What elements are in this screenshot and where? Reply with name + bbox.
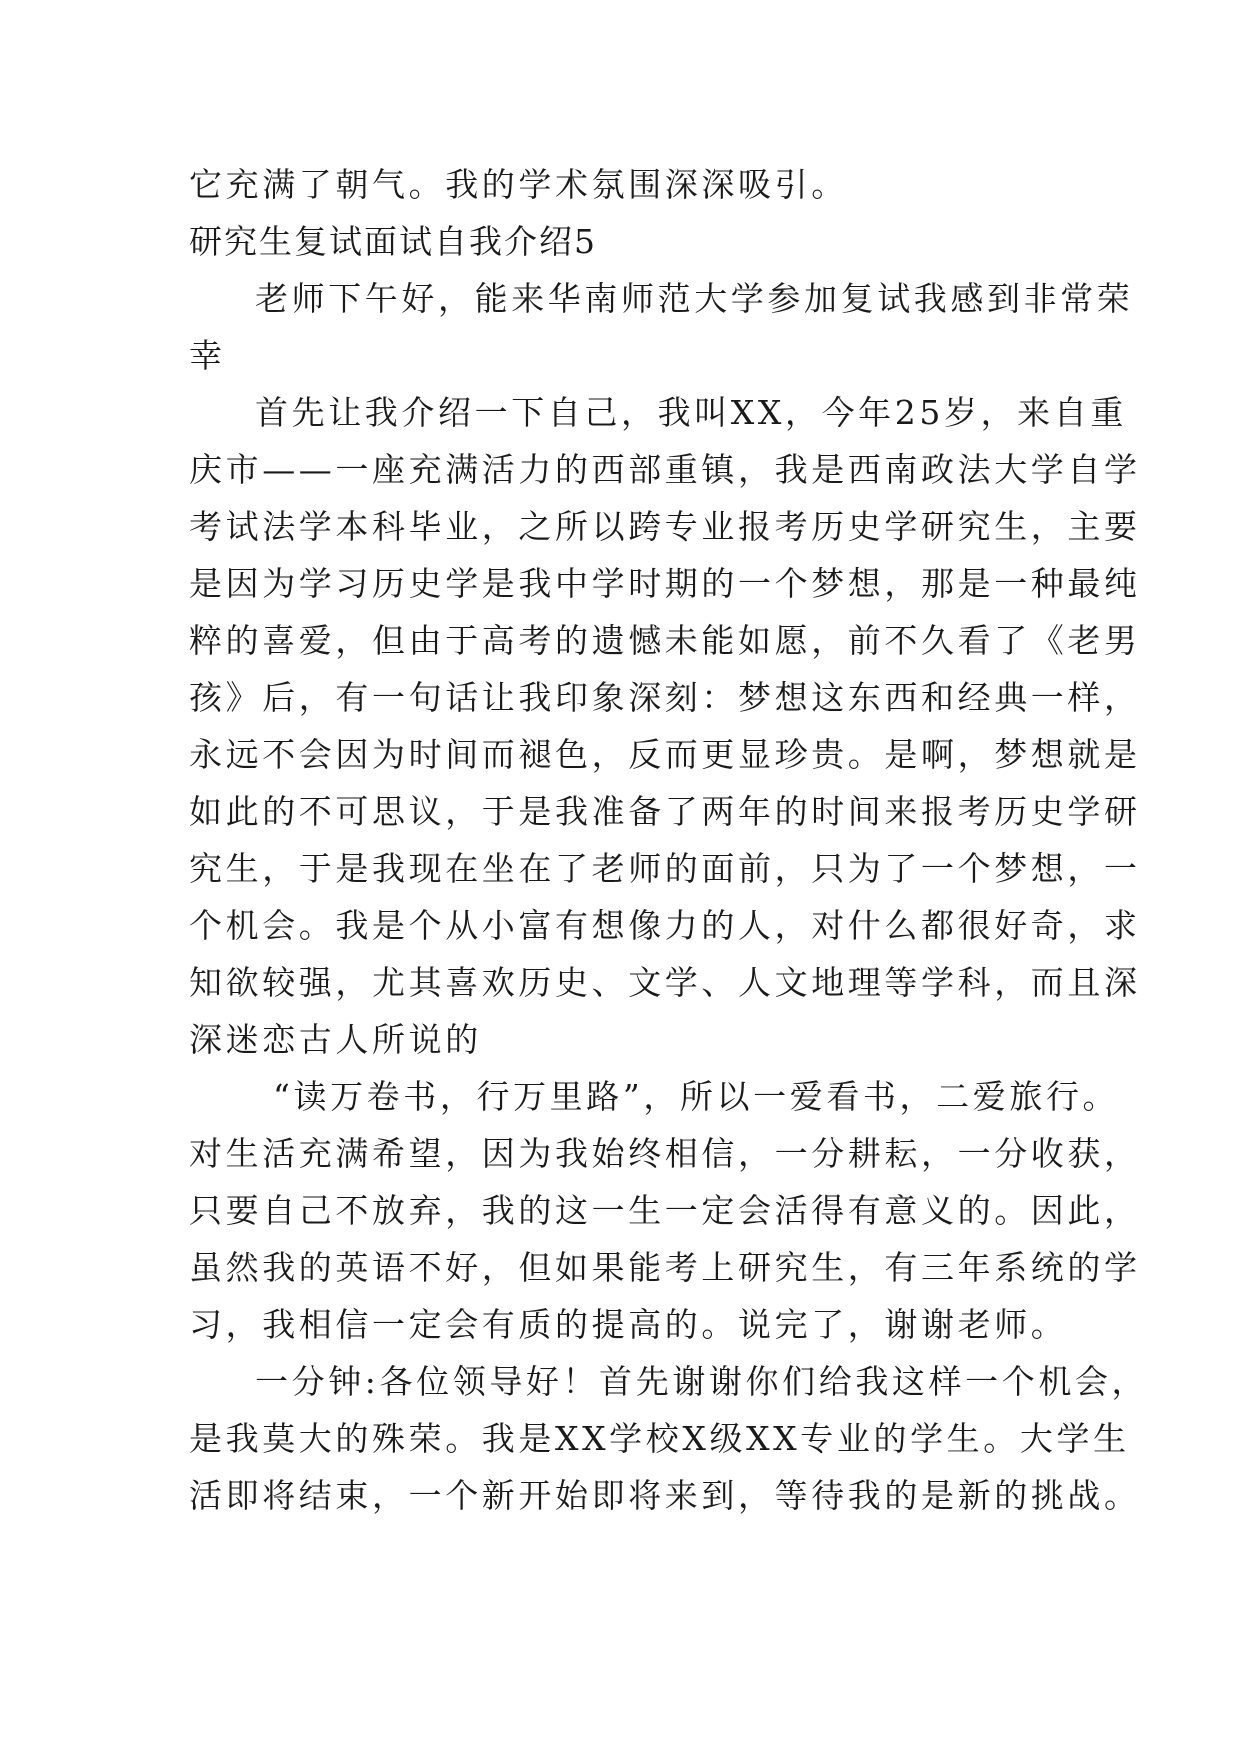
text-line: 考试法学本科毕业，之所以跨专业报考历史学研究生，主要 (189, 507, 1141, 546)
text-line: 究生，于是我现在坐在了老师的面前，只为了一个梦想，一 (189, 849, 1141, 888)
text-line: 它充满了朝气。我的学术氛围深深吸引。 (189, 165, 848, 204)
text-line: 粹的喜爱，但由于高考的遗憾未能如愿，前不久看了《老男 (189, 621, 1141, 660)
text-line: 孩》后，有一句话让我印象深刻：梦想这东西和经典一样， (189, 678, 1141, 717)
text-line: 是我莫大的殊荣。我是XX学校X级XX专业的学生。大学生 (189, 1419, 1130, 1458)
paragraph-first-line: 首先让我介绍一下自己，我叫XX，今年25岁，来自重 (255, 393, 1127, 432)
paragraph-first-line: 一分钟:各位领导好！首先谢谢你们给我这样一个机会， (255, 1362, 1149, 1401)
section-title: 研究生复试面试自我介绍5 (189, 222, 597, 261)
document-body (189, 156, 1149, 1524)
text-line: 虽然我的英语不好，但如果能考上研究生，有三年系统的学 (189, 1248, 1141, 1287)
paragraph-first-line: 老师下午好，能来华南师范大学参加复试我感到非常荣 (255, 279, 1134, 318)
text-line: 如此的不可思议，于是我准备了两年的时间来报考历史学研 (189, 792, 1141, 831)
text-line: 对生活充满希望，因为我始终相信，一分耕耘，一分收获， (189, 1134, 1141, 1173)
text-line: 是因为学习历史学是我中学时期的一个梦想，那是一种最纯 (189, 564, 1141, 603)
text-line: 个机会。我是个从小富有想像力的人，对什么都很好奇，求 (189, 906, 1141, 945)
text-line: 只要自己不放弃，我的这一生一定会活得有意义的。因此， (189, 1191, 1141, 1230)
text-line: 活即将结束，一个新开始即将来到，等待我的是新的挑战。 (189, 1476, 1141, 1515)
text-line: 习，我相信一定会有质的提高的。说完了，谢谢老师。 (189, 1305, 1068, 1344)
text-line: 深迷恋古人所说的 (189, 1020, 482, 1059)
text-line: 永远不会因为时间而褪色，反而更显珍贵。是啊，梦想就是 (189, 735, 1141, 774)
text-line: 幸 (189, 336, 226, 375)
text-line: 知欲较强，尤其喜欢历史、文学、人文地理等学科，而且深 (189, 963, 1141, 1002)
text-line: 庆市——一座充满活力的西部重镇，我是西南政法大学自学 (189, 450, 1141, 489)
paragraph-first-line: “读万卷书，行万里路”，所以一爱看书，二爱旅行。 (273, 1077, 1120, 1116)
